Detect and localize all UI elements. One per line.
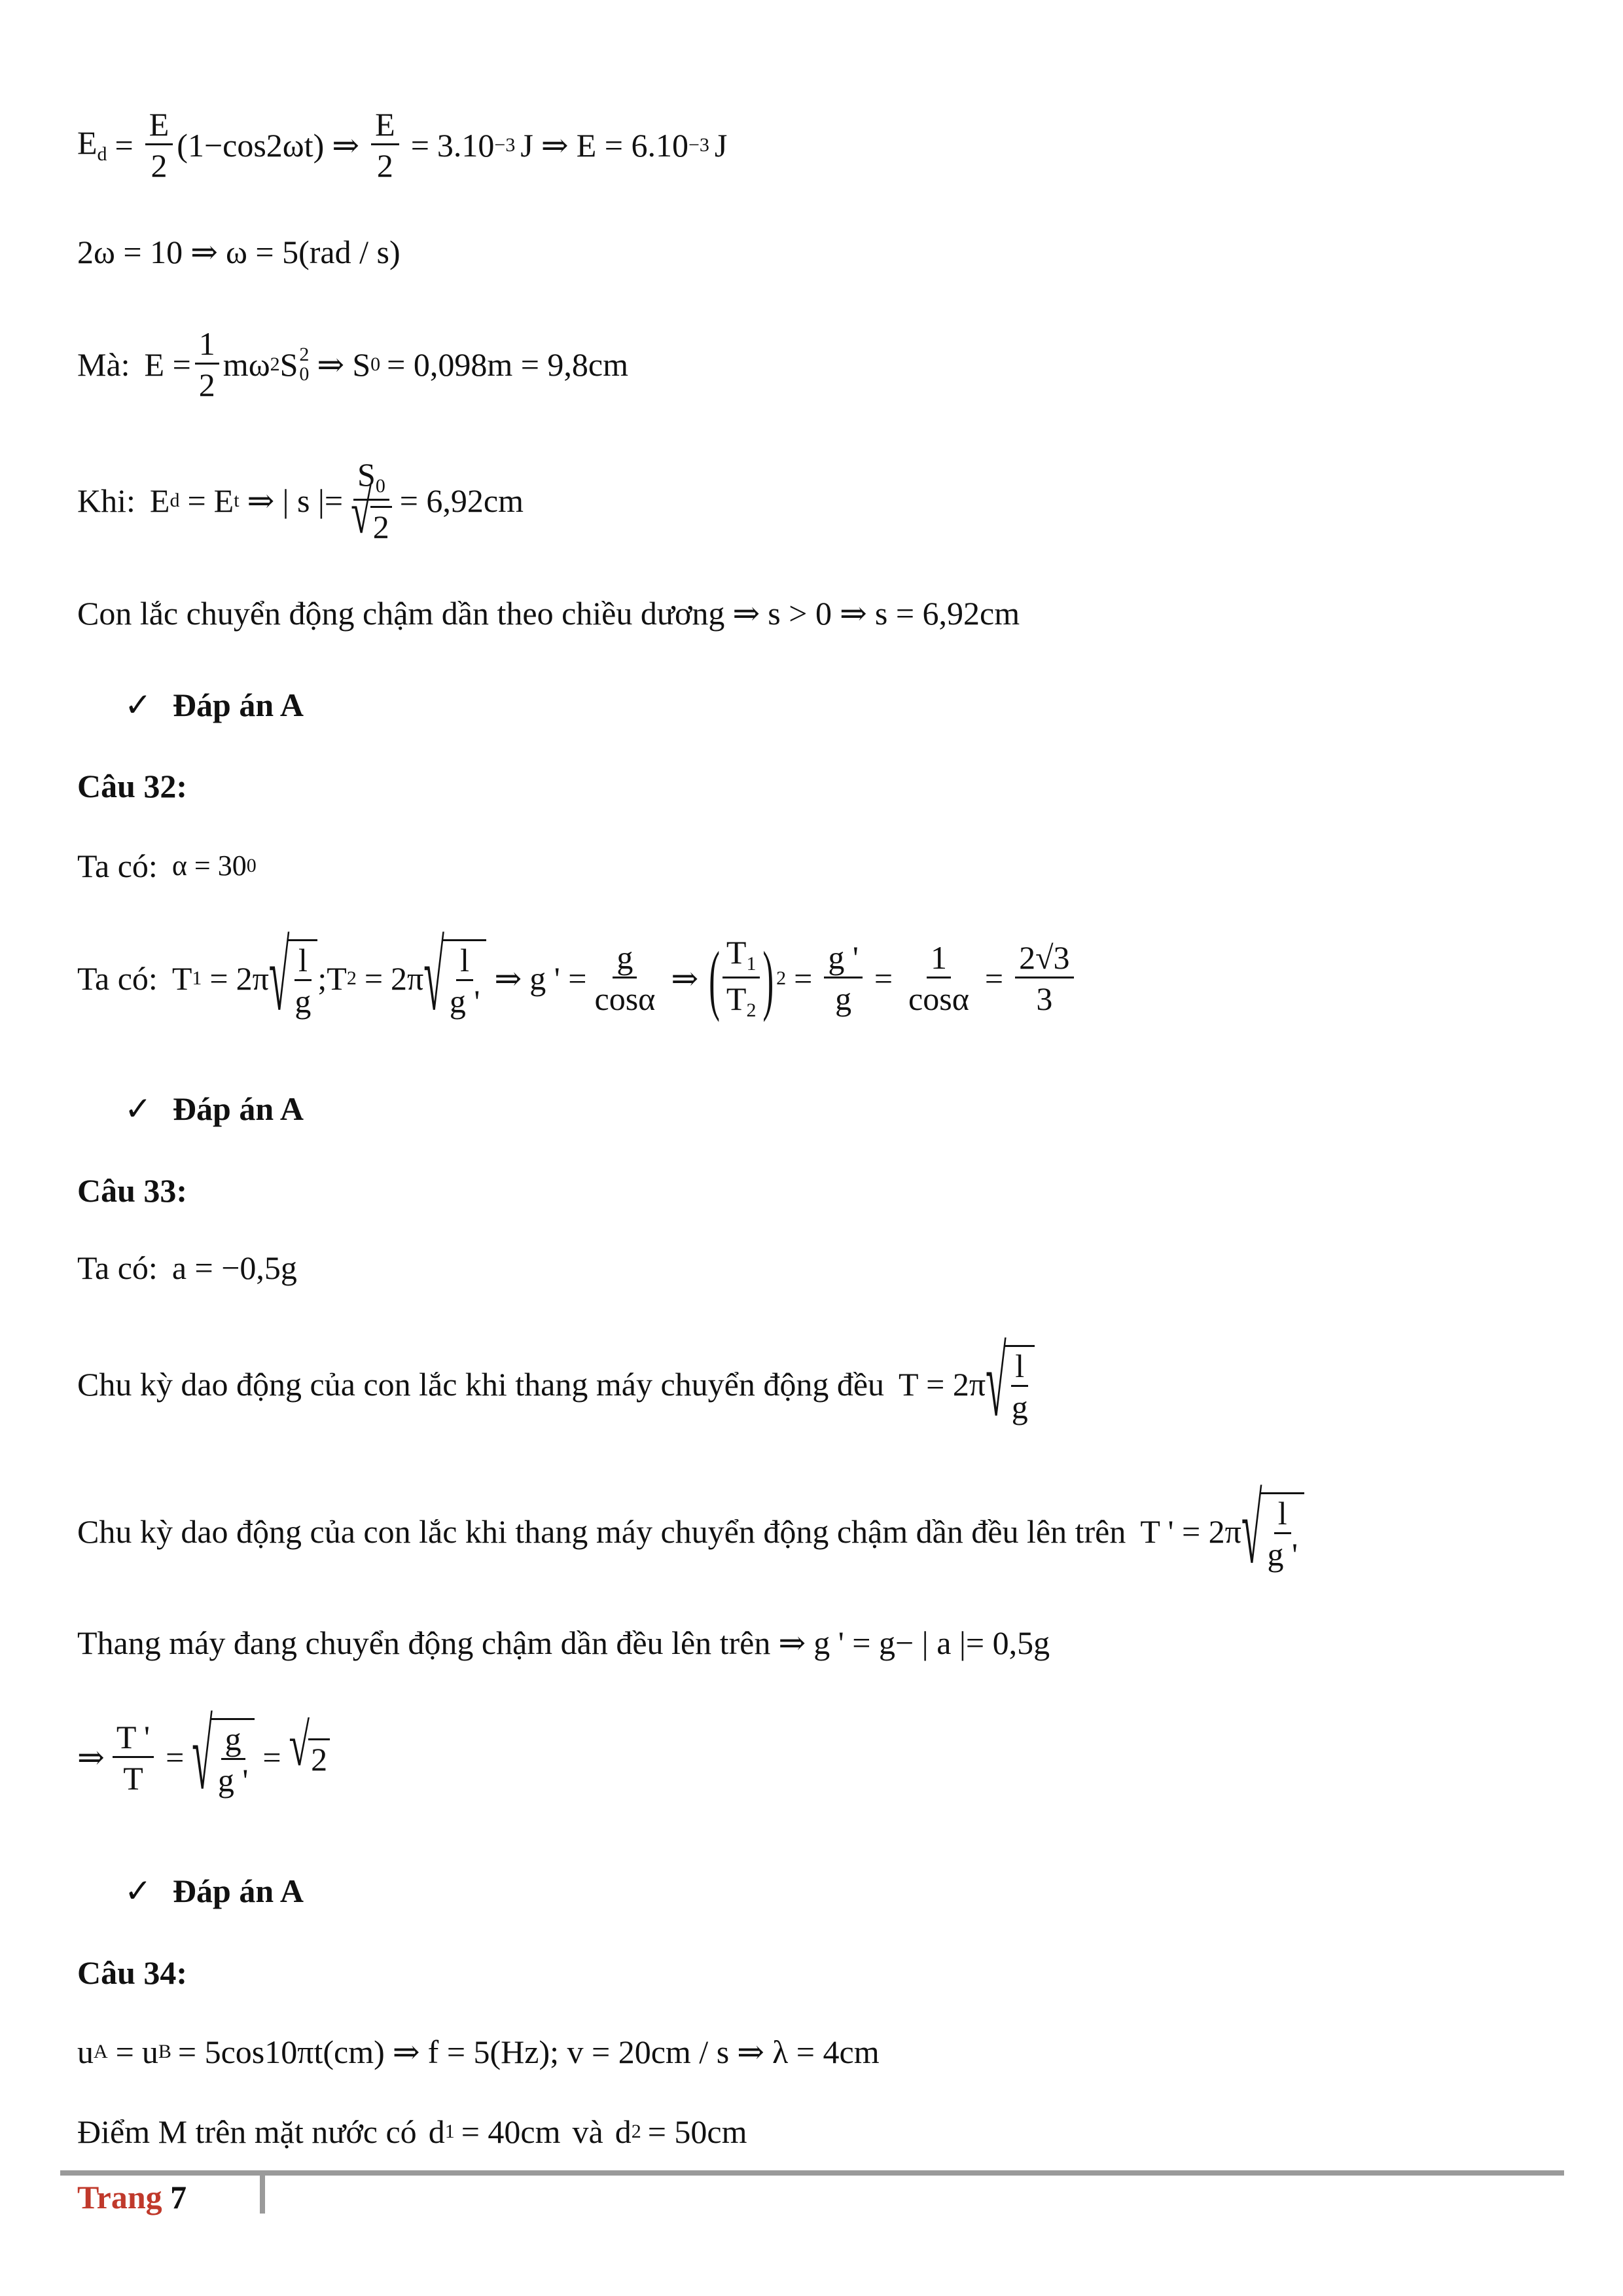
energy-equation: $E_d$ = $\frac{E}{2}$ (1−cos2ωt) ⇒ $\frac{E}{2}$ = 3.10 −3 J ⇒ E = 6.10 −3 J — [77, 106, 728, 184]
footer-divider — [260, 2176, 265, 2214]
question-34-heading: Câu 34: — [77, 1954, 188, 1991]
acceleration-equation: Ta có: a = −0,5g — [77, 1249, 297, 1286]
uniform-period-statement: Chu kỳ dao động của con lắc khi thang máy chuyển động đều T = 2π √ $\frac{l}{g}$ — [77, 1345, 1035, 1424]
check-icon: ✓ — [124, 1090, 152, 1128]
footer-rule — [60, 2170, 1564, 2176]
wave-equation: u A = u B = 5cos10πt(cm) ⇒ f = 5(Hz); v = 20cm / s ⇒ λ = 4cm — [77, 2034, 880, 2070]
angle-equation: Ta có: α = 30 0 — [77, 848, 257, 884]
amplitude-equation: Mà: E = $\frac{1}{2}$ mω 2 S 2 0 ⇒ S 0 = 0,098m = 9,8cm — [77, 325, 629, 403]
direction-statement: Con lắc chuyển động chậm dần theo chiều dương ⇒ s > 0 ⇒ s = 6,92cm — [77, 595, 1020, 632]
page-label: Trang — [77, 2179, 162, 2215]
check-icon: ✓ — [124, 1872, 152, 1910]
answer-32: ✓ Đáp án A — [124, 1090, 304, 1128]
decelerating-period-statement: Chu kỳ dao động của con lắc khi thang máy chuyển động chậm dần đều lên trên T ' = 2π √ $\frac{l}{g '}$ — [77, 1492, 1304, 1571]
position-equation: Khi: E d = E t ⇒ | s |= $S_0$ √ 2 = 6,92cm — [77, 456, 524, 547]
effective-gravity-statement: Thang máy đang chuyển động chậm dần đều lên trên ⇒ g ' = g− | a |= 0,5g — [77, 1624, 1050, 1661]
answer-33: ✓ Đáp án A — [124, 1872, 304, 1910]
page-number: 7 — [170, 2179, 187, 2215]
question-33-heading: Câu 33: — [77, 1172, 188, 1209]
omega-equation: 2ω = 10 ⇒ ω = 5(rad / s) — [77, 234, 401, 270]
question-32-heading: Câu 32: — [77, 768, 188, 804]
period-ratio-result: ⇒ $\frac{T '}{T}$ = √ $\frac{g}{g '}$ = √ 2 — [77, 1718, 330, 1797]
check-icon: ✓ — [124, 686, 152, 724]
period-ratio-equation: Ta có: T 1 = 2π √ $\frac{l}{g}$ ; T 2 = 2π √ $\frac{l}{g '}$ ⇒ g ' = $\frac{g}{\cos\alpha}$ ⇒ ( $\frac{T_1}{T_2}$ ) 2 = $\frac{g '}{g}$ = $\frac{1}{\cos\alpha}$ = $\frac{2√3}{3}$ — [77, 936, 1078, 1020]
page-footer — [77, 2178, 187, 2216]
point-m-statement: Điểm M trên mặt nước có d 1 = 40cm và d 2 = 50cm — [77, 2113, 747, 2150]
answer-31: ✓ Đáp án A — [124, 686, 304, 724]
